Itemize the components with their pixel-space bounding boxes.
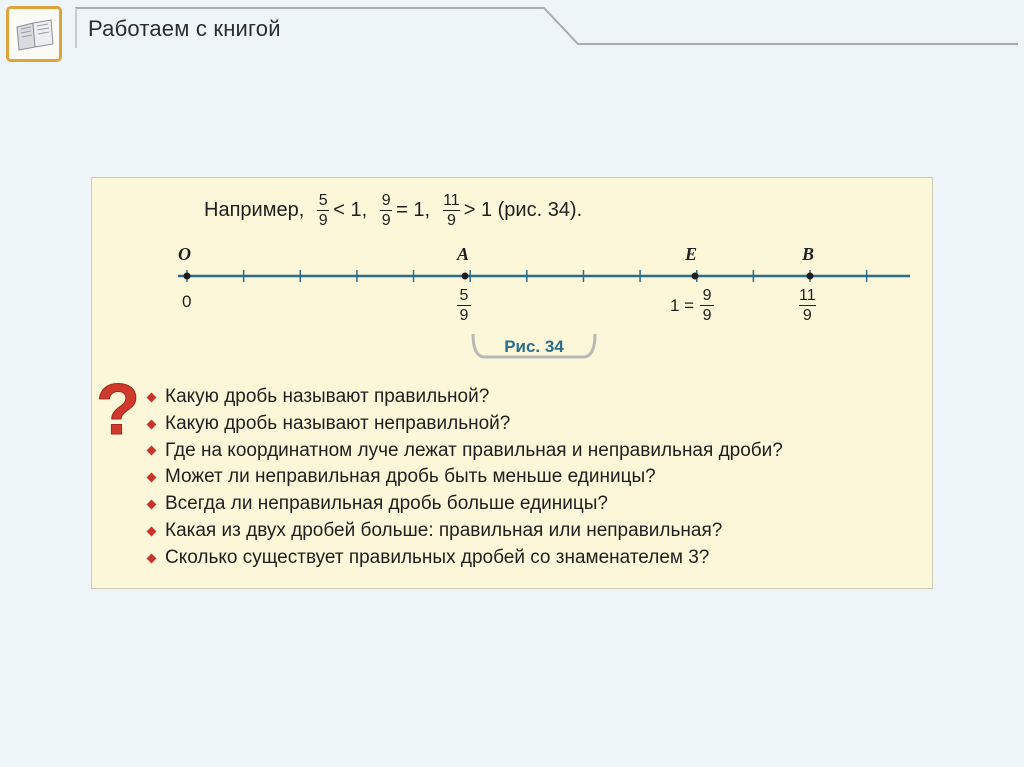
tick-label-5-9 [457,287,471,324]
diamond-bullet-icon [147,553,157,563]
fraction-numerator: 11 [443,191,460,209]
question-item [146,438,783,465]
diamond-bullet-icon [147,446,157,456]
point-label-a: A [457,244,470,264]
question-item [146,518,783,545]
question-text: Какую дробь называют неправильной? [165,412,511,434]
relation-equal: = 1, [396,198,431,221]
tick-label-11-9 [799,287,816,324]
question-item [146,545,783,572]
question-text: Где на координатном луче лежат правильная и неправильная дроби? [165,439,783,461]
question-text: Какую дробь называют правильной? [165,386,490,407]
relation-greater: > 1 (рис. 34). [463,198,583,221]
diamond-bullet-icon [147,419,157,429]
book-logo [6,6,62,62]
fraction-numerator: 5 [318,191,328,209]
point-a [462,273,469,280]
diamond-bullet-icon [147,526,157,536]
fraction-9-9-label [700,287,714,324]
point-b [807,273,814,280]
point-label-b: B [802,244,815,264]
point-label-e: E [685,244,698,264]
diamond-bullet-icon [147,392,157,402]
fraction-numerator: 11 [799,287,816,304]
diamond-bullet-icon [147,473,157,483]
fraction-denominator: 9 [702,307,712,324]
relation-less: < 1, [333,198,368,221]
question-list [146,384,783,572]
question-text: Может ли неправильная дробь быть меньше единицы? [165,466,656,488]
fraction-numerator: 5 [459,287,469,304]
question-item [146,491,783,518]
book-icon [13,17,57,53]
page-title: Работаем с книгой [88,16,281,41]
fraction-numerator: 9 [381,191,391,209]
question-item [146,384,783,411]
fraction-denominator: 9 [318,211,328,229]
fraction-denominator: 9 [802,307,812,324]
example-prefix: Например, [204,198,305,221]
question-mark-icon [96,376,140,444]
textbook-excerpt [91,177,933,589]
tick-label-1-equals-9-9 [670,287,714,324]
question-text: Какая из двух дробей больше: правильная или неправильная? [165,519,723,541]
point-label-o: O [178,244,191,264]
point-e [692,273,699,280]
fraction-denominator: 9 [446,211,456,229]
question-item [146,464,783,491]
figure-caption [470,332,598,362]
point-o [184,273,191,280]
diamond-bullet-icon [147,500,157,510]
svg-text:?: ? [96,376,140,444]
fraction-denominator: 9 [381,211,391,229]
one-equals: 1 = [670,295,695,315]
caption-text: Рис. 34 [504,337,564,356]
question-text: Сколько существует правильных дробей со знаменателем 3? [165,546,710,568]
fraction-numerator: 9 [702,287,712,304]
tick-label-zero: 0 [182,292,192,311]
question-item [146,411,783,438]
fraction-denominator: 9 [459,307,469,324]
question-text: Всегда ли неправильная дробь больше единицы? [165,493,608,515]
